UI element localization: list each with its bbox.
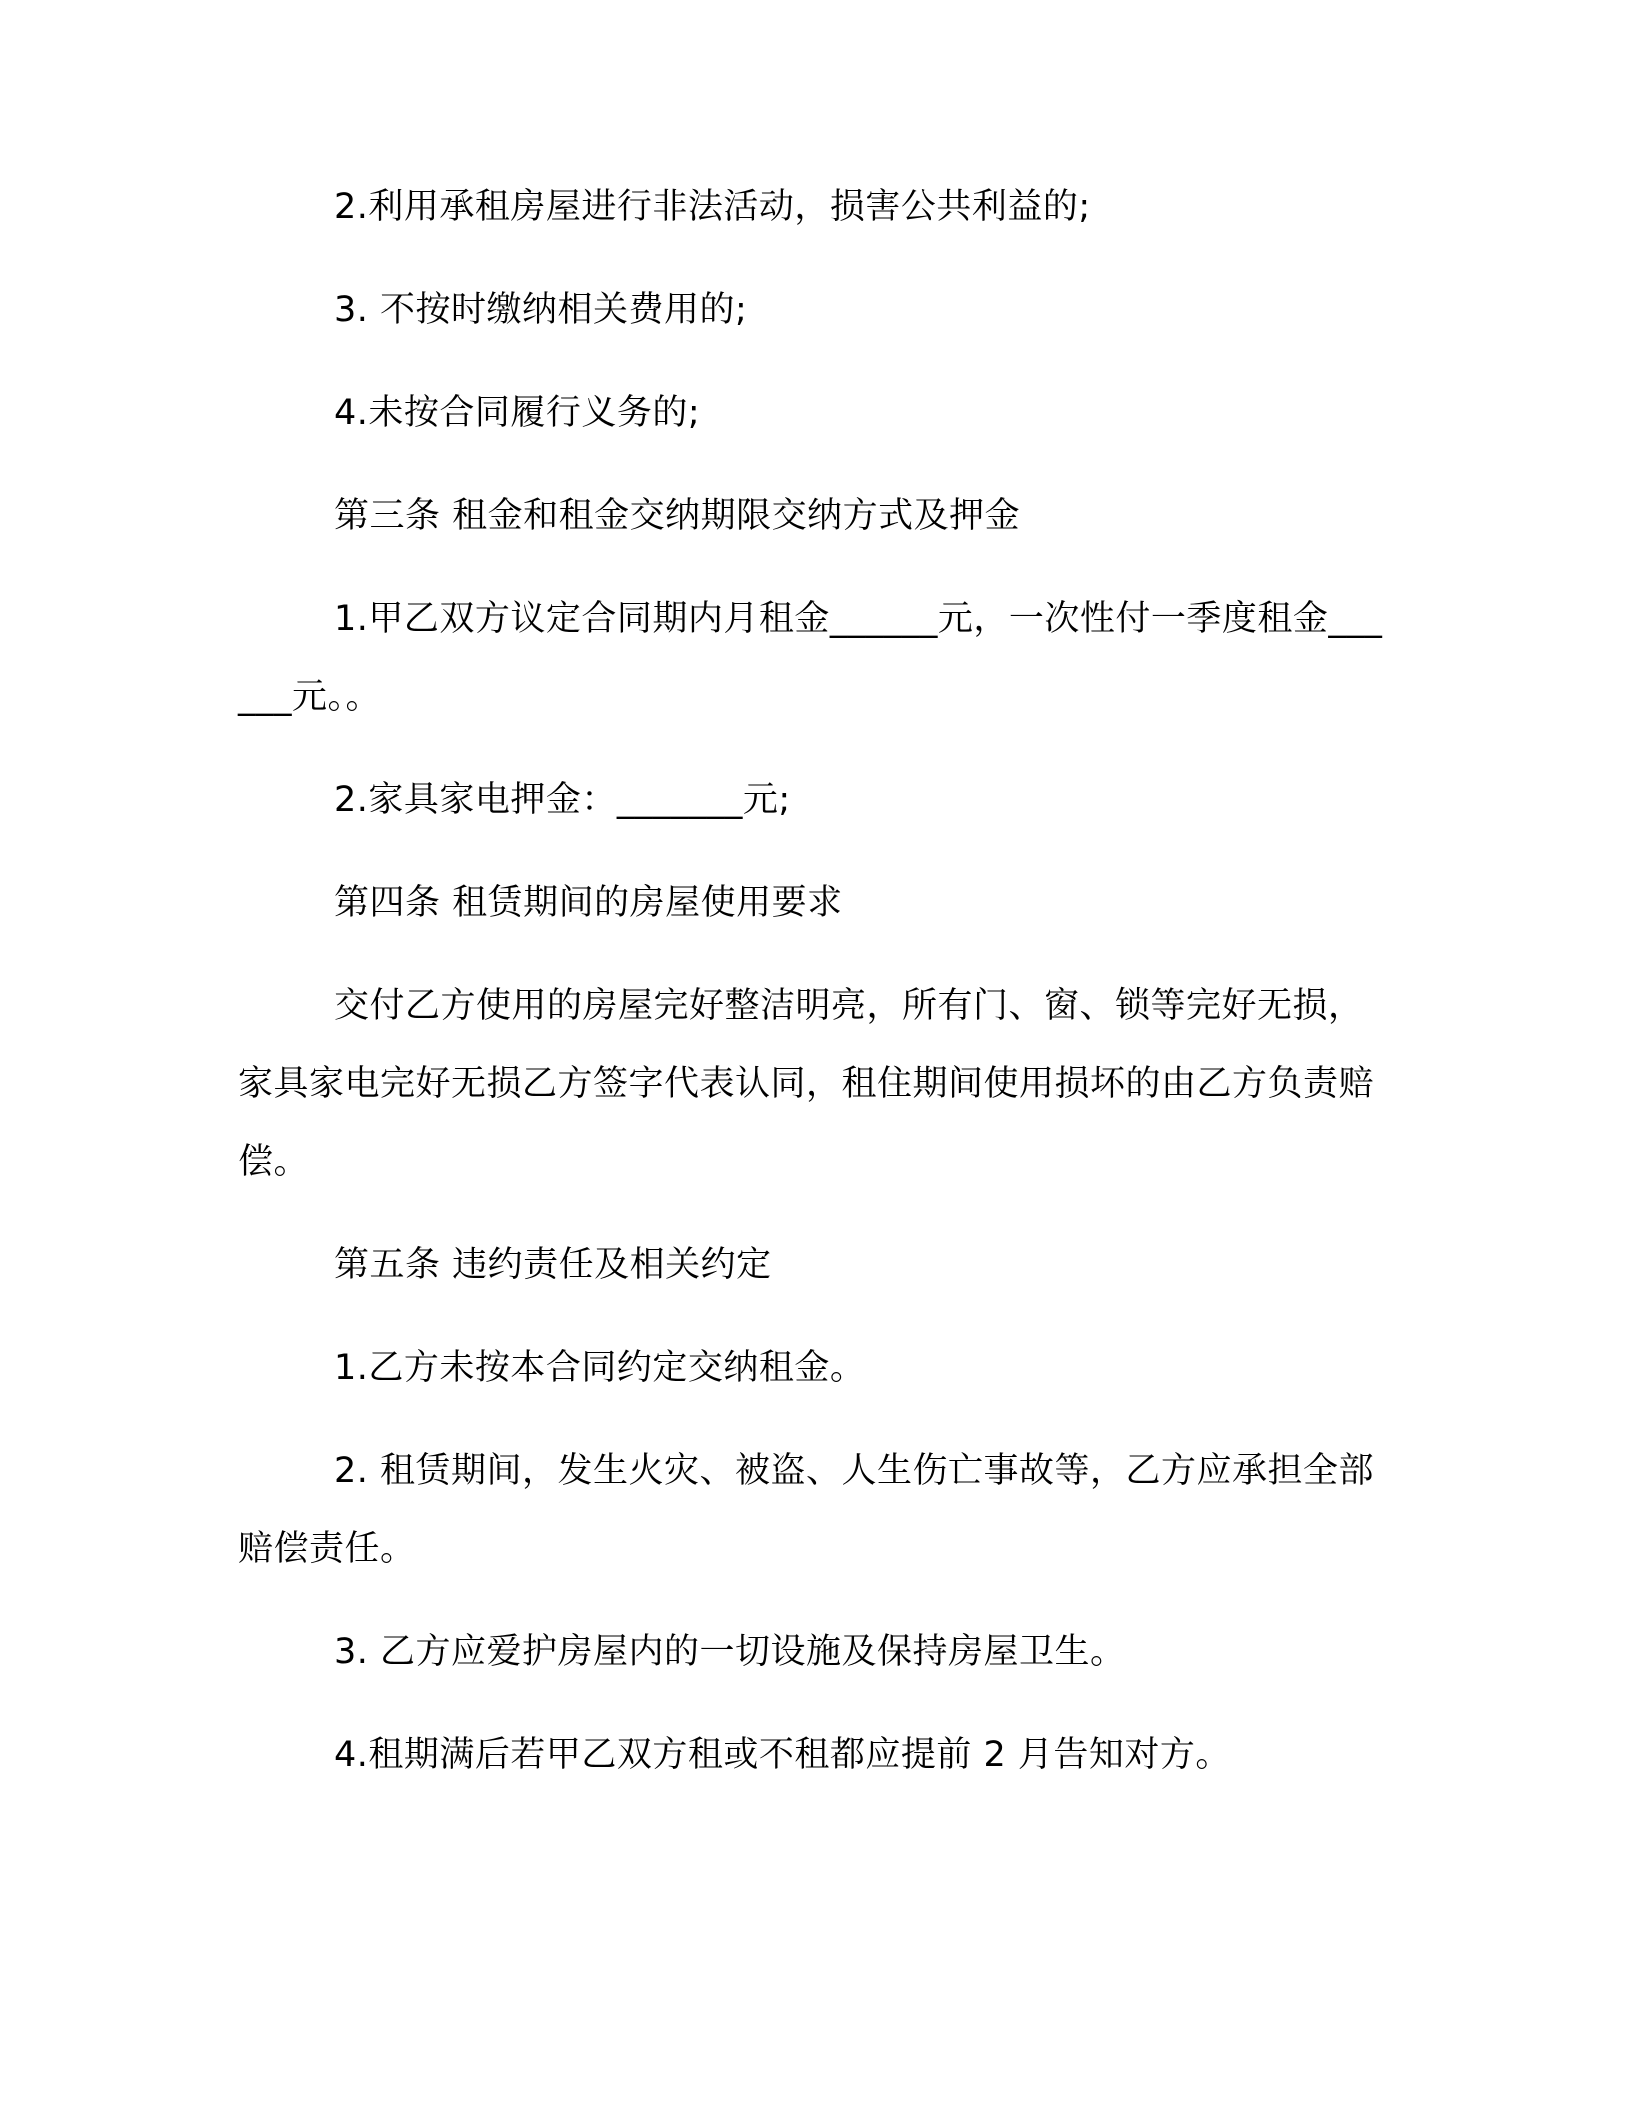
document-body [238,168,1394,1819]
article-3-heading: 第三条 租金和租金交纳期限交纳方式及押金 [334,496,1021,536]
article-4-body: 交付乙方使用的房屋完好整洁明亮，所有门、窗、锁等完好无损，家具家电完好无损乙方签字代表认同，租住期间使用损坏的由乙方负责赔偿。 [238,986,1375,1182]
clause-3-2: 2.家具家电押金：_______元; [334,780,791,820]
clause-3-1: 1.甲乙双方议定合同期内月租金______元，一次性付一季度租金______元。。 [238,599,1383,717]
clause-5-4: 4.租期满后若甲乙双方租或不租都应提前 2 月告知对方。 [334,1735,1231,1775]
clause-2-4: 4.未按合同履行义务的; [334,393,701,433]
clause-5-3: 3. 乙方应爱护房屋内的一切设施及保持房屋卫生。 [334,1632,1126,1672]
clause-5-1: 1.乙方未按本合同约定交纳租金。 [334,1348,866,1388]
clause-2-3: 3. 不按时缴纳相关费用的; [334,290,748,330]
article-5-heading: 第五条 违约责任及相关约定 [334,1245,772,1285]
article-4-heading: 第四条 租赁期间的房屋使用要求 [334,883,843,923]
clause-5-2: 2. 租赁期间，发生火灾、被盗、人生伤亡事故等，乙方应承担全部赔偿责任。 [238,1451,1375,1569]
clause-2-2: 2.利用承租房屋进行非法活动，损害公共利益的; [334,187,1091,227]
